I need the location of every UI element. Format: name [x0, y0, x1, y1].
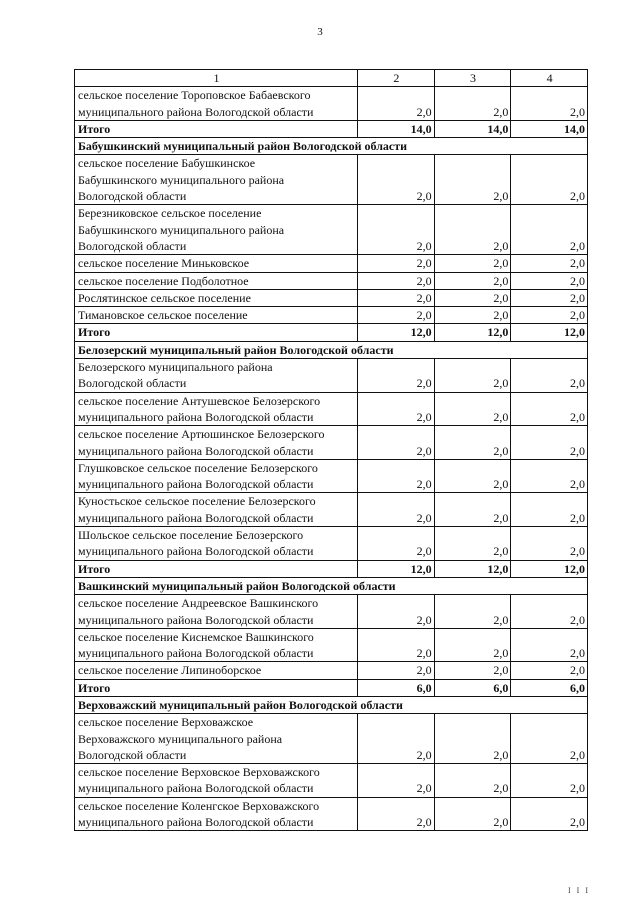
value-cell-2: 2,0: [358, 255, 435, 272]
value-cell-2: 2,0: [358, 628, 435, 662]
value-cell-4: 2,0: [511, 155, 588, 205]
total-label: Итого: [75, 679, 358, 696]
value-cell-4: 2,0: [511, 527, 588, 561]
column-header: 2: [358, 70, 435, 87]
column-header: 3: [434, 70, 511, 87]
settlement-name: Березниковское сельское поселение Бабушкинского муниципального района Вологодской области: [75, 205, 358, 255]
table-row: [75, 392, 588, 426]
value-cell-3: 2,0: [434, 764, 511, 798]
value-cell-3: 2,0: [434, 595, 511, 629]
district-name: Белозерский муниципальный район Вологодской области: [75, 341, 588, 358]
value-cell-4: 12,0: [511, 560, 588, 577]
value-cell-2: 2,0: [358, 662, 435, 679]
value-cell-2: 2,0: [358, 527, 435, 561]
table-row: [75, 255, 588, 272]
total-row: [75, 679, 588, 696]
table-header-row: [75, 70, 588, 87]
total-row: [75, 120, 588, 137]
value-cell-2: 2,0: [358, 493, 435, 527]
table-row: [75, 272, 588, 289]
table-row: [75, 628, 588, 662]
table-body: [75, 87, 588, 831]
value-cell-3: 2,0: [434, 289, 511, 306]
settlement-name: сельское поселение Подболотное: [75, 272, 358, 289]
value-cell-2: 2,0: [358, 459, 435, 493]
district-section-row: [75, 138, 588, 155]
settlement-name: сельское поселение Бабушкинское Бабушкинского муниципального района Вологодской области: [75, 155, 358, 205]
value-cell-4: 2,0: [511, 714, 588, 764]
value-cell-2: 2,0: [358, 307, 435, 324]
table-row: [75, 307, 588, 324]
settlement-name: Глушковское сельское поселение Белозерского муниципального района Вологодской области: [75, 459, 358, 493]
value-cell-4: 6,0: [511, 679, 588, 696]
district-name: Бабушкинский муниципальный район Вологодской области: [75, 138, 588, 155]
value-cell-3: 2,0: [434, 255, 511, 272]
value-cell-2: 2,0: [358, 392, 435, 426]
value-cell-3: 2,0: [434, 205, 511, 255]
total-row: [75, 560, 588, 577]
value-cell-4: 14,0: [511, 120, 588, 137]
value-cell-4: 2,0: [511, 797, 588, 831]
value-cell-2: 2,0: [358, 155, 435, 205]
settlement-name: сельское поселение Липиноборское: [75, 662, 358, 679]
column-header: 4: [511, 70, 588, 87]
value-cell-2: 2,0: [358, 714, 435, 764]
district-section-row: [75, 696, 588, 713]
total-row: [75, 324, 588, 341]
table-row: [75, 493, 588, 527]
table-row: [75, 764, 588, 798]
column-header: 1: [75, 70, 358, 87]
value-cell-2: 2,0: [358, 797, 435, 831]
value-cell-3: 12,0: [434, 560, 511, 577]
value-cell-4: 2,0: [511, 272, 588, 289]
value-cell-3: 6,0: [434, 679, 511, 696]
settlement-name: Белозерского муниципального района Вологодской области: [75, 359, 358, 393]
value-cell-3: 2,0: [434, 527, 511, 561]
value-cell-3: 2,0: [434, 628, 511, 662]
value-cell-4: 2,0: [511, 662, 588, 679]
value-cell-4: 2,0: [511, 493, 588, 527]
value-cell-2: 6,0: [358, 679, 435, 696]
value-cell-3: 2,0: [434, 272, 511, 289]
value-cell-2: 2,0: [358, 205, 435, 255]
table-row: [75, 426, 588, 460]
settlement-name: Шольское сельское поселение Белозерского муниципального района Вологодской области: [75, 527, 358, 561]
value-cell-4: 2,0: [511, 595, 588, 629]
total-label: Итого: [75, 120, 358, 137]
settlement-name: сельское поселение Киснемское Вашкинского муниципального района Вологодской области: [75, 628, 358, 662]
district-name: Верховажский муниципальный район Вологодской области: [75, 696, 588, 713]
settlement-name: сельское поселение Коленгское Верховажского муниципального района Вологодской области: [75, 797, 358, 831]
settlement-name: Тимановское сельское поселение: [75, 307, 358, 324]
value-cell-2: 2,0: [358, 289, 435, 306]
value-cell-4: 2,0: [511, 359, 588, 393]
allocation-table: [74, 69, 588, 831]
value-cell-3: 2,0: [434, 155, 511, 205]
district-section-row: [75, 577, 588, 594]
settlement-name: сельское поселение Тороповское Бабаевского муниципального района Вологодской области: [75, 87, 358, 121]
table-row: [75, 797, 588, 831]
value-cell-3: 2,0: [434, 359, 511, 393]
table-row: [75, 205, 588, 255]
footer-mark: I I I: [568, 886, 590, 895]
value-cell-3: 2,0: [434, 797, 511, 831]
value-cell-4: 12,0: [511, 324, 588, 341]
table-row: [75, 359, 588, 393]
value-cell-4: 2,0: [511, 459, 588, 493]
table-row: [75, 289, 588, 306]
value-cell-4: 2,0: [511, 289, 588, 306]
district-section-row: [75, 341, 588, 358]
settlement-name: сельское поселение Андреевское Вашкинского муниципального района Вологодской области: [75, 595, 358, 629]
value-cell-4: 2,0: [511, 307, 588, 324]
settlement-name: Куностьское сельское поселение Белозерского муниципального района Вологодской области: [75, 493, 358, 527]
table-row: [75, 87, 588, 121]
settlement-name: сельское поселение Миньковское: [75, 255, 358, 272]
value-cell-3: 12,0: [434, 324, 511, 341]
value-cell-4: 2,0: [511, 87, 588, 121]
table-row: [75, 714, 588, 764]
table-row: [75, 527, 588, 561]
value-cell-2: 2,0: [358, 595, 435, 629]
settlement-name: сельское поселение Артюшинское Белозерского муниципального района Вологодской области: [75, 426, 358, 460]
value-cell-4: 2,0: [511, 205, 588, 255]
settlement-name: сельское поселение Антушевское Белозерского муниципального района Вологодской области: [75, 392, 358, 426]
value-cell-2: 2,0: [358, 764, 435, 798]
value-cell-3: 2,0: [434, 459, 511, 493]
table-row: [75, 459, 588, 493]
value-cell-3: 2,0: [434, 493, 511, 527]
value-cell-3: 2,0: [434, 392, 511, 426]
table-row: [75, 662, 588, 679]
value-cell-4: 2,0: [511, 392, 588, 426]
value-cell-3: 2,0: [434, 87, 511, 121]
value-cell-3: 2,0: [434, 662, 511, 679]
district-name: Вашкинский муниципальный район Вологодской области: [75, 577, 588, 594]
total-label: Итого: [75, 324, 358, 341]
table-row: [75, 155, 588, 205]
settlement-name: сельское поселение Верховское Верховажского муниципального района Вологодской области: [75, 764, 358, 798]
settlement-name: сельское поселение Верховажское Верховажского муниципального района Вологодской области: [75, 714, 358, 764]
total-label: Итого: [75, 560, 358, 577]
value-cell-2: 12,0: [358, 324, 435, 341]
value-cell-2: 2,0: [358, 426, 435, 460]
value-cell-2: 12,0: [358, 560, 435, 577]
value-cell-3: 2,0: [434, 426, 511, 460]
value-cell-4: 2,0: [511, 255, 588, 272]
value-cell-2: 2,0: [358, 359, 435, 393]
table-row: [75, 595, 588, 629]
value-cell-3: 14,0: [434, 120, 511, 137]
value-cell-4: 2,0: [511, 628, 588, 662]
value-cell-2: 2,0: [358, 272, 435, 289]
value-cell-3: 2,0: [434, 714, 511, 764]
page-number: 3: [317, 26, 323, 38]
value-cell-4: 2,0: [511, 764, 588, 798]
value-cell-2: 2,0: [358, 87, 435, 121]
value-cell-2: 14,0: [358, 120, 435, 137]
value-cell-3: 2,0: [434, 307, 511, 324]
value-cell-4: 2,0: [511, 426, 588, 460]
settlement-name: Рослятинское сельское поселение: [75, 289, 358, 306]
